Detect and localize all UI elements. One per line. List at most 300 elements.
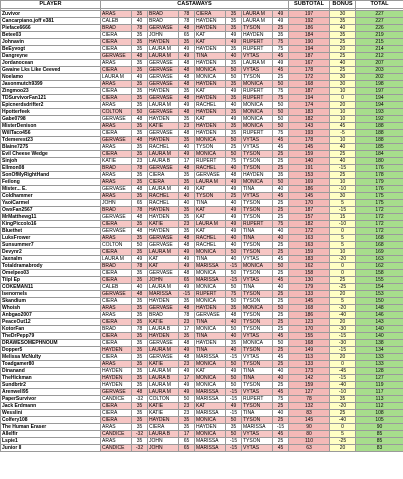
subtotal-cell[interactable]: 183 xyxy=(289,256,330,263)
castaway-points-cell[interactable]: 50 xyxy=(273,116,289,123)
player-cell[interactable]: Anbgao2007 xyxy=(1,312,101,319)
player-cell[interactable]: SonOfMyRightHand xyxy=(1,172,101,179)
castaway-points-cell[interactable]: 48 xyxy=(179,340,195,347)
castaway-name-cell[interactable]: VYTAS xyxy=(242,193,273,200)
player-cell[interactable]: Omelpeo03 xyxy=(1,270,101,277)
subtotal-cell[interactable]: 163 xyxy=(289,235,330,242)
castaway-points-cell[interactable]: 49 xyxy=(179,389,195,396)
castaway-name-cell[interactable]: TINA xyxy=(242,235,273,242)
player-cell[interactable]: OwxFan2567 xyxy=(1,207,101,214)
subtotal-cell[interactable]: 169 xyxy=(289,179,330,186)
castaway-points-cell[interactable]: 40 xyxy=(226,256,242,263)
castaway-points-cell[interactable]: 35 xyxy=(132,270,148,277)
castaway-name-cell[interactable]: MONICA xyxy=(195,151,226,158)
castaway-name-cell[interactable]: TYSON xyxy=(242,158,273,165)
castaway-name-cell[interactable]: HAYDEN xyxy=(195,340,226,347)
player-cell[interactable]: Wesslini xyxy=(1,410,101,417)
castaway-points-cell[interactable]: 35 xyxy=(179,417,195,424)
castaway-points-cell[interactable]: 45 xyxy=(273,137,289,144)
total-cell[interactable]: 133 xyxy=(356,354,403,361)
player-cell[interactable]: TDSurvivorFan121 xyxy=(1,95,101,102)
total-header[interactable]: TOTAL xyxy=(356,1,403,9)
castaway-points-cell[interactable]: 48 xyxy=(179,270,195,277)
castaway-name-cell[interactable]: HAYDEN xyxy=(195,424,226,431)
total-cell[interactable]: 117 xyxy=(356,389,403,396)
castaway-name-cell[interactable]: LAURA M xyxy=(195,221,226,228)
subtotal-cell[interactable]: 178 xyxy=(289,137,330,144)
castaway-points-cell[interactable]: 49 xyxy=(179,263,195,270)
subtotal-cell[interactable]: 155 xyxy=(289,333,330,340)
player-cell[interactable]: Toadgamer80 xyxy=(1,361,101,368)
castaway-name-cell[interactable]: CIERA xyxy=(101,151,132,158)
castaway-points-cell[interactable]: 65 xyxy=(179,277,195,284)
castaway-name-cell[interactable]: MARISSA xyxy=(195,389,226,396)
castaway-points-cell[interactable]: 35 xyxy=(132,382,148,389)
castaway-points-cell[interactable]: 49 xyxy=(179,46,195,53)
castaway-name-cell[interactable]: ARAS xyxy=(101,193,132,200)
castaway-name-cell[interactable]: HAYDEN xyxy=(195,46,226,53)
player-cell[interactable]: Zingmoo23 xyxy=(1,88,101,95)
castaway-name-cell[interactable]: GERVASE xyxy=(148,130,179,137)
subtotal-cell[interactable]: 90 xyxy=(289,424,330,431)
castaway-points-cell[interactable]: 35 xyxy=(132,312,148,319)
total-cell[interactable]: 188 xyxy=(356,137,403,144)
bonus-cell[interactable]: 5 xyxy=(330,431,356,438)
total-cell[interactable]: 178 xyxy=(356,172,403,179)
player-cell[interactable]: The Human Eraser xyxy=(1,424,101,431)
castaway-points-cell[interactable]: 78 xyxy=(179,11,195,18)
player-cell[interactable]: Gwaine Lks Like Ceeved xyxy=(1,67,101,74)
castaway-points-cell[interactable]: 25 xyxy=(273,403,289,410)
castaway-name-cell[interactable]: CIERA xyxy=(101,333,132,340)
bonus-cell[interactable]: 25 xyxy=(330,67,356,74)
castaway-name-cell[interactable]: KAT xyxy=(148,256,179,263)
castaway-points-cell[interactable]: 35 xyxy=(132,417,148,424)
castaway-name-cell[interactable]: CIERA xyxy=(101,270,132,277)
bonus-cell[interactable]: 25 xyxy=(330,410,356,417)
bonus-cell[interactable]: 0 xyxy=(330,228,356,235)
castaway-points-cell[interactable]: 35 xyxy=(132,277,148,284)
bonus-cell[interactable]: 0 xyxy=(330,263,356,270)
castaway-name-cell[interactable]: TYSON xyxy=(195,193,226,200)
castaway-name-cell[interactable]: KATIE xyxy=(148,123,179,130)
castaway-name-cell[interactable]: MARISSA xyxy=(195,277,226,284)
castaway-name-cell[interactable]: RUPERT xyxy=(242,130,273,137)
castaway-name-cell[interactable]: RUPERT xyxy=(195,291,226,298)
player-cell[interactable]: Blaine7275 xyxy=(1,144,101,151)
bonus-cell[interactable]: 20 xyxy=(330,445,356,452)
castaway-name-cell[interactable]: HAYDEN xyxy=(101,382,132,389)
castaway-points-cell[interactable]: 35 xyxy=(226,81,242,88)
castaway-name-cell[interactable]: TINA xyxy=(195,53,226,60)
castaway-points-cell[interactable]: 25 xyxy=(273,298,289,305)
castaway-name-cell[interactable]: KATIE xyxy=(101,158,132,165)
bonus-cell[interactable]: -20 xyxy=(330,256,356,263)
total-cell[interactable]: 134 xyxy=(356,347,403,354)
castaway-name-cell[interactable]: CIERA xyxy=(101,32,132,39)
castaway-points-cell[interactable]: 35 xyxy=(132,193,148,200)
castaway-name-cell[interactable]: TINA xyxy=(242,375,273,382)
castaway-points-cell[interactable]: 49 xyxy=(273,60,289,67)
castaway-name-cell[interactable]: LAURA M xyxy=(148,53,179,60)
castaway-name-cell[interactable]: MONICA xyxy=(195,375,226,382)
castaway-name-cell[interactable]: MARISSA xyxy=(195,354,226,361)
castaway-points-cell[interactable]: 50 xyxy=(226,67,242,74)
castaway-points-cell[interactable]: 49 xyxy=(179,347,195,354)
castaway-name-cell[interactable]: GERVASE xyxy=(148,67,179,74)
castaway-points-cell[interactable]: -15 xyxy=(226,277,242,284)
castaway-name-cell[interactable]: TYSON xyxy=(242,291,273,298)
castaway-name-cell[interactable]: TYSON xyxy=(242,326,273,333)
subtotal-cell[interactable]: 172 xyxy=(289,74,330,81)
castaway-points-cell[interactable]: 40 xyxy=(179,200,195,207)
castaway-points-cell[interactable]: 23 xyxy=(179,403,195,410)
castaway-name-cell[interactable]: KATIE xyxy=(148,361,179,368)
castaway-name-cell[interactable]: TYSON xyxy=(242,165,273,172)
total-cell[interactable]: 85 xyxy=(356,438,403,445)
castaway-points-cell[interactable]: 35 xyxy=(132,438,148,445)
castaway-name-cell[interactable]: HAYDEN xyxy=(148,333,179,340)
castaway-points-cell[interactable]: 48 xyxy=(132,137,148,144)
total-cell[interactable]: 172 xyxy=(356,207,403,214)
castaway-name-cell[interactable]: LAURA M xyxy=(242,11,273,18)
castaway-name-cell[interactable]: MONICA xyxy=(195,417,226,424)
subtotal-cell[interactable]: 80 xyxy=(289,431,330,438)
castaway-points-cell[interactable]: 35 xyxy=(132,347,148,354)
total-cell[interactable]: 155 xyxy=(356,277,403,284)
player-cell[interactable]: KingPiccolo16 xyxy=(1,221,101,228)
castaway-name-cell[interactable]: MONICA xyxy=(195,431,226,438)
castaway-points-cell[interactable]: 45 xyxy=(273,431,289,438)
castaway-name-cell[interactable]: LAURA M xyxy=(148,102,179,109)
castaway-points-cell[interactable]: 48 xyxy=(179,242,195,249)
castaway-points-cell[interactable]: 48 xyxy=(226,172,242,179)
bonus-cell[interactable]: 40 xyxy=(330,25,356,32)
castaway-points-cell[interactable]: -15 xyxy=(226,389,242,396)
subtotal-cell[interactable]: 159 xyxy=(289,151,330,158)
castaway-name-cell[interactable]: ARAS xyxy=(101,81,132,88)
castaway-name-cell[interactable]: TYSON xyxy=(242,207,273,214)
castaway-name-cell[interactable]: TYSON xyxy=(242,74,273,81)
castaway-points-cell[interactable]: 35 xyxy=(226,25,242,32)
castaway-points-cell[interactable]: 49 xyxy=(226,221,242,228)
player-cell[interactable]: Allelfir xyxy=(1,431,101,438)
castaway-name-cell[interactable]: TINA xyxy=(195,347,226,354)
castaway-points-cell[interactable]: 35 xyxy=(179,137,195,144)
bonus-header[interactable]: BONUS xyxy=(330,1,356,9)
castaway-name-cell[interactable]: BRAD xyxy=(148,18,179,25)
castaway-name-cell[interactable]: GERVASE xyxy=(148,109,179,116)
castaway-name-cell[interactable]: MARISSA xyxy=(195,445,226,452)
subtotal-cell[interactable]: 182 xyxy=(289,221,330,228)
total-cell[interactable]: 168 xyxy=(356,235,403,242)
castaway-points-cell[interactable]: 49 xyxy=(179,382,195,389)
castaway-name-cell[interactable]: CANDICE xyxy=(101,396,132,403)
castaway-points-cell[interactable]: 65 xyxy=(132,200,148,207)
castaway-name-cell[interactable]: VYTAS xyxy=(242,67,273,74)
player-cell[interactable]: Zuvivor xyxy=(1,11,101,18)
castaway-points-cell[interactable]: 35 xyxy=(179,179,195,186)
bonus-cell[interactable]: 30 xyxy=(330,81,356,88)
player-cell[interactable]: Whoish xyxy=(1,305,101,312)
castaway-name-cell[interactable]: COLTON xyxy=(148,396,179,403)
castaway-points-cell[interactable]: 48 xyxy=(179,67,195,74)
subtotal-cell[interactable]: 186 xyxy=(289,25,330,32)
castaway-name-cell[interactable]: HAYDEN xyxy=(195,305,226,312)
castaway-points-cell[interactable]: 50 xyxy=(226,417,242,424)
subtotal-cell[interactable]: 145 xyxy=(289,298,330,305)
total-cell[interactable]: 184 xyxy=(356,151,403,158)
castaway-name-cell[interactable]: GERVASE xyxy=(148,340,179,347)
castaway-name-cell[interactable]: BRAD xyxy=(101,25,132,32)
castaway-points-cell[interactable]: 40 xyxy=(273,186,289,193)
castaway-points-cell[interactable]: 35 xyxy=(132,368,148,375)
castaway-points-cell[interactable]: 50 xyxy=(273,263,289,270)
castaway-points-cell[interactable]: 35 xyxy=(179,333,195,340)
player-cell[interactable]: LuksFrower xyxy=(1,235,101,242)
player-cell[interactable]: Ellmon08 xyxy=(1,165,101,172)
castaway-name-cell[interactable]: HAYDEN xyxy=(195,109,226,116)
castaway-name-cell[interactable]: GERVASE xyxy=(148,305,179,312)
castaway-name-cell[interactable]: HAYDEN xyxy=(148,88,179,95)
bonus-cell[interactable]: -15 xyxy=(330,333,356,340)
total-cell[interactable]: 153 xyxy=(356,291,403,298)
total-cell[interactable]: 143 xyxy=(356,319,403,326)
castaway-name-cell[interactable]: ARAS xyxy=(101,172,132,179)
castaway-points-cell[interactable]: 25 xyxy=(273,270,289,277)
castaway-points-cell[interactable]: 35 xyxy=(132,67,148,74)
castaway-name-cell[interactable]: HAYDEN xyxy=(148,228,179,235)
castaway-points-cell[interactable]: 17 xyxy=(179,375,195,382)
castaway-name-cell[interactable]: HAYDEN xyxy=(148,116,179,123)
castaway-points-cell[interactable]: 49 xyxy=(226,403,242,410)
castaway-name-cell[interactable]: MONICA xyxy=(195,67,226,74)
castaway-points-cell[interactable]: 35 xyxy=(132,81,148,88)
bonus-cell[interactable]: 30 xyxy=(330,74,356,81)
castaway-points-cell[interactable]: 49 xyxy=(226,186,242,193)
subtotal-cell[interactable]: 167 xyxy=(289,60,330,67)
castaway-points-cell[interactable]: 35 xyxy=(132,102,148,109)
bonus-cell[interactable]: 45 xyxy=(330,123,356,130)
player-cell[interactable]: MrMatthewg11 xyxy=(1,214,101,221)
bonus-cell[interactable]: 15 xyxy=(330,214,356,221)
castaway-name-cell[interactable]: HAYDEN xyxy=(148,214,179,221)
castaway-name-cell[interactable]: HAYDEN xyxy=(195,60,226,67)
player-cell[interactable]: DRAWESOMEPHNOUM xyxy=(1,340,101,347)
castaway-name-cell[interactable]: TYSON xyxy=(242,214,273,221)
castaway-name-cell[interactable]: HAYDEN xyxy=(148,417,179,424)
castaway-points-cell[interactable]: 49 xyxy=(273,11,289,18)
total-cell[interactable]: 169 xyxy=(356,249,403,256)
castaway-name-cell[interactable]: MONICA xyxy=(242,102,273,109)
subtotal-cell[interactable]: 194 xyxy=(289,95,330,102)
castaway-points-cell[interactable]: 40 xyxy=(179,193,195,200)
player-cell[interactable]: Coldhammer xyxy=(1,193,101,200)
total-cell[interactable]: 227 xyxy=(356,11,403,18)
subtotal-cell[interactable]: 78 xyxy=(289,396,330,403)
castaway-name-cell[interactable]: JOHN xyxy=(148,438,179,445)
castaway-name-cell[interactable]: ARAS xyxy=(101,235,132,242)
castaway-name-cell[interactable]: ARAS xyxy=(101,60,132,67)
castaway-points-cell[interactable]: 25 xyxy=(273,417,289,424)
castaway-name-cell[interactable]: MARISSA xyxy=(195,263,226,270)
castaway-name-cell[interactable]: TYSON xyxy=(242,403,273,410)
castaway-points-cell[interactable]: 35 xyxy=(273,32,289,39)
castaway-name-cell[interactable]: TINA xyxy=(195,256,226,263)
castaway-name-cell[interactable]: TINA xyxy=(242,410,273,417)
castaway-name-cell[interactable]: TYSON xyxy=(242,382,273,389)
bonus-cell[interactable]: -10 xyxy=(330,221,356,228)
castaway-name-cell[interactable]: KAT xyxy=(195,186,226,193)
castaway-name-cell[interactable]: KAT xyxy=(195,39,226,46)
castaway-name-cell[interactable]: TINA xyxy=(195,319,226,326)
castaway-name-cell[interactable]: TINA xyxy=(242,368,273,375)
castaway-points-cell[interactable]: 49 xyxy=(226,88,242,95)
bonus-cell[interactable]: -40 xyxy=(330,382,356,389)
castaway-points-cell[interactable]: 25 xyxy=(273,347,289,354)
castaway-points-cell[interactable]: 35 xyxy=(132,319,148,326)
castaway-points-cell[interactable]: 25 xyxy=(273,25,289,32)
player-cell[interactable]: Totaldramabrody xyxy=(1,263,101,270)
bonus-cell[interactable]: 10 xyxy=(330,88,356,95)
bonus-cell[interactable]: -15 xyxy=(330,375,356,382)
player-cell[interactable]: Dopper5 xyxy=(1,347,101,354)
player-cell[interactable]: Feilong xyxy=(1,179,101,186)
castaway-points-cell[interactable]: 75 xyxy=(273,221,289,228)
bonus-cell[interactable]: -25 xyxy=(330,284,356,291)
total-cell[interactable]: 90 xyxy=(356,424,403,431)
castaway-name-cell[interactable]: ARAS xyxy=(101,312,132,319)
total-cell[interactable]: 172 xyxy=(356,228,403,235)
castaway-name-cell[interactable]: RACHEL xyxy=(195,242,226,249)
player-cell[interactable]: Arenwell95 xyxy=(1,389,101,396)
castaway-points-cell[interactable]: 50 xyxy=(226,137,242,144)
castaway-name-cell[interactable]: CIERA xyxy=(148,172,179,179)
castaway-points-cell[interactable]: -15 xyxy=(226,445,242,452)
castaway-points-cell[interactable]: 45 xyxy=(273,333,289,340)
castaway-points-cell[interactable]: 25 xyxy=(273,165,289,172)
castaway-points-cell[interactable]: 75 xyxy=(273,46,289,53)
total-cell[interactable]: 194 xyxy=(356,95,403,102)
castaway-points-cell[interactable]: 48 xyxy=(132,214,148,221)
castaway-points-cell[interactable]: 25 xyxy=(273,382,289,389)
castaway-name-cell[interactable]: HAYDEN xyxy=(148,298,179,305)
castaway-points-cell[interactable]: 65 xyxy=(179,445,195,452)
castaway-points-cell[interactable]: 50 xyxy=(226,298,242,305)
castaway-points-cell[interactable]: 48 xyxy=(132,291,148,298)
castaway-points-cell[interactable]: 40 xyxy=(273,410,289,417)
castaway-points-cell[interactable]: 35 xyxy=(132,375,148,382)
subtotal-cell[interactable]: 190 xyxy=(289,39,330,46)
castaway-name-cell[interactable]: RUPERT xyxy=(242,95,273,102)
castaway-points-cell[interactable]: 45 xyxy=(273,67,289,74)
castaway-name-cell[interactable]: ARAS xyxy=(101,102,132,109)
castaway-points-cell[interactable]: 40 xyxy=(226,165,242,172)
castaway-name-cell[interactable]: CIERA xyxy=(101,410,132,417)
castaway-points-cell[interactable]: 49 xyxy=(226,368,242,375)
castaway-points-cell[interactable]: 49 xyxy=(179,151,195,158)
castaway-name-cell[interactable]: BRAD xyxy=(148,312,179,319)
castaway-name-cell[interactable]: RUPERT xyxy=(242,396,273,403)
castaway-points-cell[interactable]: 35 xyxy=(132,39,148,46)
castaway-name-cell[interactable]: TYSON xyxy=(242,25,273,32)
castaway-points-cell[interactable]: 49 xyxy=(132,74,148,81)
castaway-points-cell[interactable]: 45 xyxy=(273,277,289,284)
subtotal-cell[interactable]: 163 xyxy=(289,242,330,249)
castaway-name-cell[interactable]: GERVASE xyxy=(148,60,179,67)
subtotal-cell[interactable]: 110 xyxy=(289,438,330,445)
castaway-points-cell[interactable]: 45 xyxy=(273,445,289,452)
castaway-points-cell[interactable]: 40 xyxy=(226,333,242,340)
bonus-cell[interactable]: -40 xyxy=(330,417,356,424)
total-cell[interactable]: 146 xyxy=(356,312,403,319)
castaway-points-cell[interactable]: 23 xyxy=(179,123,195,130)
total-cell[interactable]: 148 xyxy=(356,305,403,312)
castaway-points-cell[interactable]: 23 xyxy=(179,319,195,326)
castaway-name-cell[interactable]: TINA xyxy=(242,284,273,291)
castaway-name-cell[interactable]: GERVASE xyxy=(148,354,179,361)
castaway-name-cell[interactable]: MONICA xyxy=(195,137,226,144)
subtotal-cell[interactable]: 194 xyxy=(289,46,330,53)
total-cell[interactable]: 172 xyxy=(356,221,403,228)
bonus-cell[interactable]: 40 xyxy=(330,144,356,151)
castaway-name-cell[interactable]: CIERA xyxy=(148,179,179,186)
castaway-name-cell[interactable]: CALEB xyxy=(101,284,132,291)
castaway-points-cell[interactable]: 49 xyxy=(226,116,242,123)
castaway-points-cell[interactable]: 35 xyxy=(132,249,148,256)
bonus-cell[interactable]: -20 xyxy=(330,305,356,312)
castaway-points-cell[interactable]: 78 xyxy=(132,165,148,172)
castaway-points-cell[interactable]: 50 xyxy=(226,326,242,333)
castaway-points-cell[interactable]: 49 xyxy=(179,102,195,109)
castaway-name-cell[interactable]: CIERA xyxy=(101,39,132,46)
bonus-cell[interactable]: -10 xyxy=(330,389,356,396)
castaway-points-cell[interactable]: 35 xyxy=(226,340,242,347)
bonus-cell[interactable]: -5 xyxy=(330,130,356,137)
castaway-name-cell[interactable]: LAURA M xyxy=(148,368,179,375)
castaway-name-cell[interactable]: LAURA M xyxy=(148,284,179,291)
player-cell[interactable]: Johnavin xyxy=(1,39,101,46)
player-cell[interactable]: WillTaco456 xyxy=(1,130,101,137)
player-cell[interactable]: Isenornels xyxy=(1,291,101,298)
castaway-name-cell[interactable]: MONICA xyxy=(242,123,273,130)
castaway-points-cell[interactable]: 65 xyxy=(179,32,195,39)
bonus-cell[interactable]: -15 xyxy=(330,165,356,172)
castaway-points-cell[interactable]: 75 xyxy=(273,95,289,102)
subtotal-cell[interactable]: 63 xyxy=(289,445,330,452)
castaway-name-cell[interactable]: ARAS xyxy=(101,144,132,151)
castaway-points-cell[interactable]: 49 xyxy=(179,186,195,193)
castaway-points-cell[interactable]: -15 xyxy=(226,263,242,270)
castaway-name-cell[interactable]: CANDICE xyxy=(101,445,132,452)
castaway-name-cell[interactable]: LAURA B xyxy=(148,326,179,333)
castaway-points-cell[interactable]: 49 xyxy=(179,284,195,291)
castaway-name-cell[interactable]: GERVASE xyxy=(148,74,179,81)
castaway-name-cell[interactable]: HAYDEN xyxy=(195,130,226,137)
castaway-name-cell[interactable]: MONICA xyxy=(195,361,226,368)
castaway-points-cell[interactable]: 50 xyxy=(226,361,242,368)
subtotal-cell[interactable]: 187 xyxy=(289,88,330,95)
castaway-points-cell[interactable]: -15 xyxy=(226,354,242,361)
castaway-name-cell[interactable]: MONICA xyxy=(195,298,226,305)
subtotal-cell[interactable]: 145 xyxy=(289,144,330,151)
castaway-points-cell[interactable]: 48 xyxy=(179,305,195,312)
castaway-points-cell[interactable]: 35 xyxy=(226,95,242,102)
player-cell[interactable]: TheDrPepp79 xyxy=(1,333,101,340)
subtotal-cell[interactable]: 113 xyxy=(289,354,330,361)
castaway-points-cell[interactable]: 48 xyxy=(179,109,195,116)
subtotal-cell[interactable]: 149 xyxy=(289,347,330,354)
